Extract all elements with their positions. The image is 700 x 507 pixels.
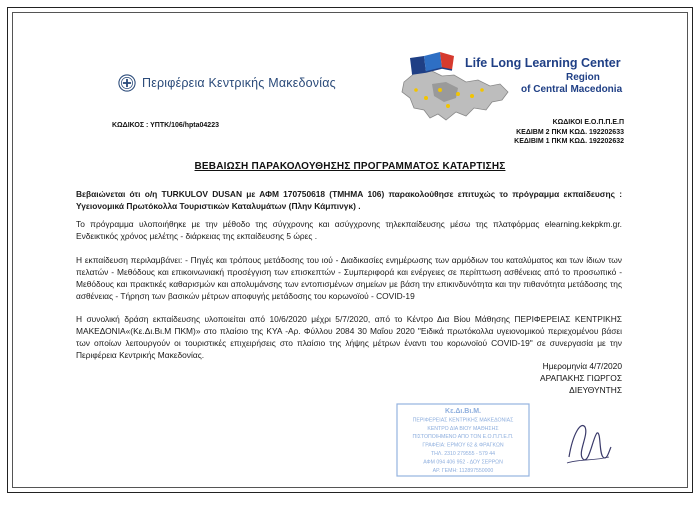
method-paragraph: Το πρόγραμμα υλοποιήθηκε με την μέθοδο της σύγχρονης και ασύγχρονης τηλεκπαίδευσης μέσω της πλατφόρμας elearning.kekpkm.gr. Ενδεικτικός χρόνος μελέτης - διάρκειας της εκπαίδευσης 5 ώρες . bbox=[76, 219, 622, 241]
code-kedivim-2: ΚΕΔΙΒΜ 2 ΠΚΜ ΚΩΔ. 192202633 bbox=[516, 128, 624, 136]
signatory-role: ΔΙΕΥΘΥΝΤΗΣ bbox=[569, 385, 622, 395]
logo-subtitle-region: Region bbox=[566, 72, 600, 83]
region-header bbox=[118, 74, 336, 92]
logo-subtitle-macedonia: of Central Macedonia bbox=[521, 84, 623, 95]
logo-title: Life Long Learning Center bbox=[465, 56, 621, 70]
region-name: Περιφέρεια Κεντρικής Μακεδονίας bbox=[142, 76, 336, 90]
stamp-line: ΚΕΝΤΡΟ ΔΙΑ ΒΙΟΥ ΜΑΘΗΣΗΣ bbox=[427, 425, 499, 432]
program-context-paragraph: Η συνολική δράση εκπαίδευσης υλοποιείται από 10/6/2020 μέχρι 5/7/2020, από το Κέντρο Δια Βίου Μάθησης ΠΕΡΙΦΕΡΕΙΑΣ ΚΕΝΤΡΙΚΗΣ ΜΑΚΕΔΟΝΙΑ«(Κε.Δι.Βι.Μ ΠΚΜ)» στο πλαίσιο της ΚΥΑ -Αρ. Φύλλου 2084 30 Μαΐου 2020 "Ειδικά πρωτόκολλα υγειονομικού περιεχομένου βάσει των οποίων λειτουργούν οι τουριστικές επιχειρήσεις στο πλαίσιο της λήψης μέτρων έναντι του κορωνοϊού COVID-19" σε συνεργασία με την Περιφέρεια Κεντρικής Μακεδονίας. bbox=[76, 314, 622, 360]
attendance-statement: Βεβαιώνεται ότι ο/η TURKULOV DUSAN με ΑΦΜ 170750618 (ΤΜΗΜΑ 106) παρακολούθησε επιτυχώς το πρόγραμμα εκπαίδευσης : Υγειονομικά Πρωτόκολλα Τουριστικών Καταλυμάτων (Πλην Κάμπινγκ) . bbox=[76, 189, 622, 211]
curriculum-paragraph: Η εκπαίδευση περιλαμβάνει: - Πηγές και τρόπους μετάδοσης του ιού - Διαδικασίες ενημέρωσης των αρμόδιων του καταλύματος και των ίδιων των πελατών - Μεθόδους και επικοινωνιακή προσέγγιση των επισκεπτών - Συμπεριφορά και ενέργειες σε περίπτωση ασθένειας από το προσωπικό - Μεθόδους και πρακτικές καθαρισμών και απολυμάνσης των εντοπισμένων σημείων με βάση την επικινδυνότητα και την πιθανότητα μετάδοσης της ασθένειας - Τήρηση των βασικών μέτρων αποφυγής μετάδοσης του κορωνοϊού - COVID-19 bbox=[76, 255, 622, 301]
stamp-line: ΠΕΡΙΦΕΡΕΙΑΣ ΚΕΝΤΡΙΚΗΣ ΜΑΚΕΔΟΝΙΑΣ bbox=[412, 417, 514, 424]
document-code: ΚΩΔΙΚΟΣ : ΥΠΤΚ/106/hpta04223 bbox=[112, 122, 219, 129]
stamp-line: Κε.Δι.Βι.Μ. bbox=[445, 408, 481, 415]
stamp-line: ΠΙΣΤΟΠΟΙΗΜΕΝΟ ΑΠΟ ΤΟΝ Ε.Ο.Π.Π.Ε.Π. bbox=[412, 434, 514, 441]
code-kedivim-1: ΚΕΔΙΒΙΜ 1 ΠΚΜ ΚΩΔ. 192202632 bbox=[514, 138, 624, 145]
certificate-heading: ΒΕΒΑΙΩΣΗ ΠΑΡΑΚΟΛΟΥΘΗΣΗΣ ΠΡΟΓΡΑΜΜΑΤΟΣ ΚΑΤΑΡΤΙΣΗΣ bbox=[194, 161, 506, 172]
center-codes bbox=[514, 118, 624, 147]
stamp-line: ΑΡ. ΓΕΜΗ: 112897550000 bbox=[432, 467, 494, 474]
greek-emblem-icon bbox=[118, 74, 136, 92]
handwritten-signature bbox=[563, 413, 613, 473]
certificate-page bbox=[7, 7, 693, 493]
signoff-block bbox=[540, 360, 622, 396]
issue-date: Ημερομηνία 4/7/2020 bbox=[542, 361, 622, 371]
signatory-name: ΑΡΑΠΑΚΗΣ ΓΙΩΡΓΟΣ bbox=[540, 373, 622, 383]
stamp-line: ΤΗΛ. 2310 279555 - 579 44 bbox=[430, 451, 496, 457]
official-stamp bbox=[393, 400, 533, 480]
codes-title: ΚΩΔΙΚΟΙ Ε.Ο.Π.Π.Ε.Π bbox=[552, 119, 624, 126]
stamp-line: ΑΦΜ 094 406 952 - ΔΟΥ ΣΕΡΡΩΝ bbox=[423, 459, 503, 466]
stamp-line: ΓΡΑΦΕΙΑ: ΕΡΜΟΥ 62 & ΦΡΑΓΚΩΝ bbox=[422, 442, 504, 449]
